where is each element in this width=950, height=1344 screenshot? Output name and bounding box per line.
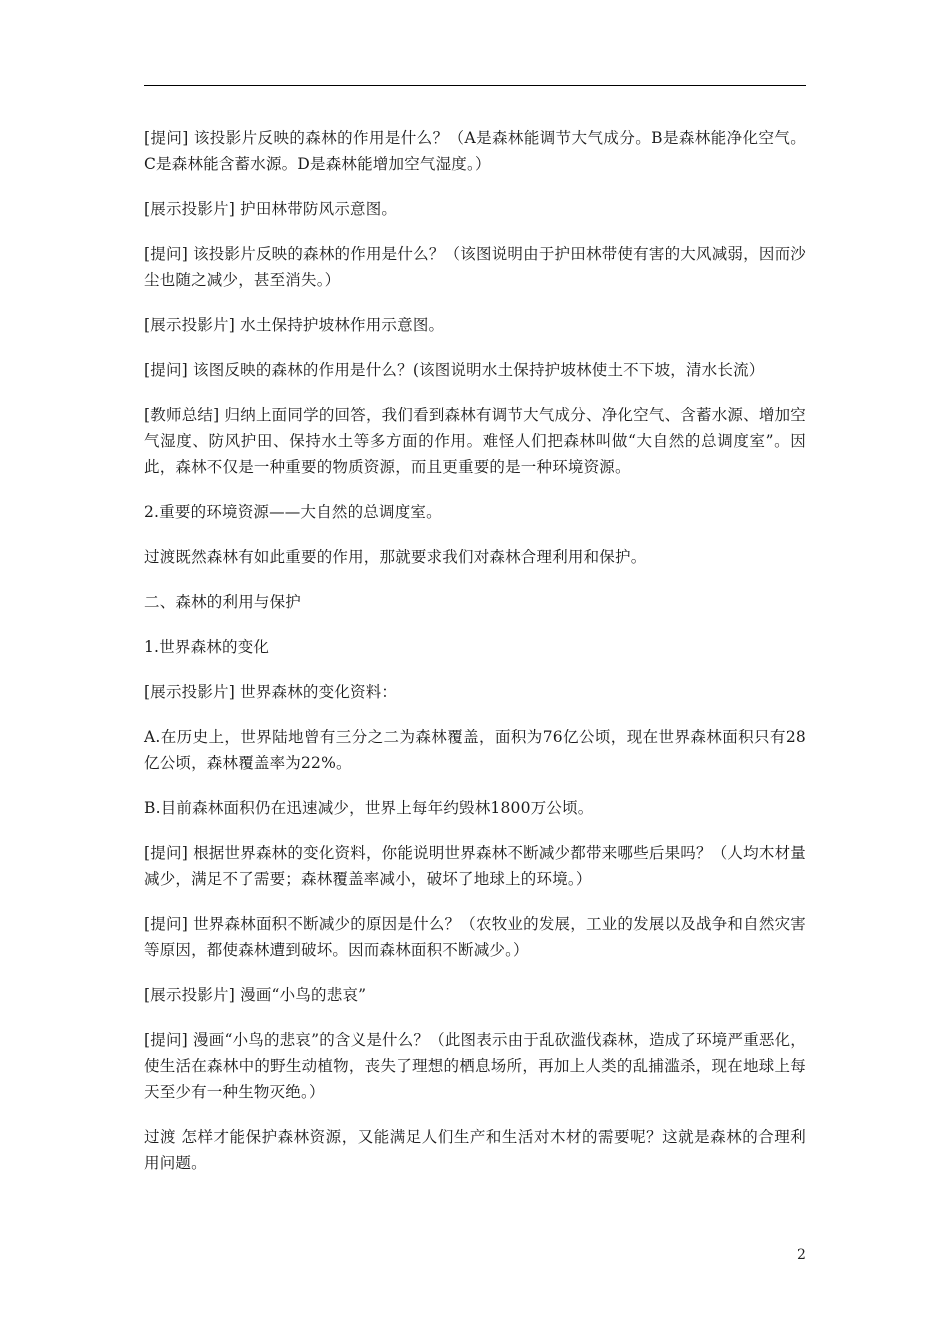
paragraph-slide-cartoon: [展示投影片] 漫画“小鸟的悲哀” (144, 986, 367, 1004)
paragraph-data-a: A.在历史上，世界陆地曾有三分之二为森林覆盖，面积为76亿公顷，现在世界森林面积只有28亿公顷，森林覆盖率为22%。 (144, 728, 806, 772)
section-heading-2: 二、森林的利用与保护 (144, 593, 302, 611)
paragraph-data-b: B.目前森林面积仍在迅速减少，世界上每年约毁林1800万公顷。 (144, 799, 594, 817)
paragraph-question-2: [提问] 该投影片反映的森林的作用是什么？（该图说明由于护田林带使有害的大风减弱，因而沙尘也随之减少，甚至消失。） (144, 245, 806, 289)
subsection-heading-1: 1.世界森林的变化 (144, 638, 270, 656)
paragraph-transition-1: 过渡既然森林有如此重要的作用，那就要求我们对森林合理利用和保护。 (144, 548, 647, 566)
page-number: 2 (797, 1247, 806, 1263)
paragraph-question-1: [提问] 该投影片反映的森林的作用是什么？（A是森林能调节大气成分。B是森林能净化空气。C是森林能含蓄水源。D是森林能增加空气湿度。） (144, 129, 806, 173)
paragraph-slide-slope-forest: [展示投影片] 水土保持护坡林作用示意图。 (144, 316, 445, 334)
header-rule (144, 85, 806, 86)
document-body (144, 125, 806, 1195)
paragraph-slide-windbreak: [展示投影片] 护田林带防风示意图。 (144, 200, 398, 218)
paragraph-question-3: [提问] 该图反映的森林的作用是什么？(该图说明水土保持护坡林使土不下坡，清水长流） (144, 361, 765, 379)
paragraph-question-5: [提问] 世界森林面积不断减少的原因是什么？（农牧业的发展，工业的发展以及战争和自然灾害等原因，都使森林遭到破坏。因而森林面积不断减少。） (144, 915, 806, 959)
paragraph-teacher-summary: [教师总结] 归纳上面同学的回答，我们看到森林有调节大气成分、净化空气、含蓄水源、增加空气湿度、防风护田、保持水土等多方面的作用。难怪人们把森林叫做“大自然的总调度室”。因此，森林不仅是一种重要的物质资源，而且更重要的是一种环境资源。 (144, 406, 806, 476)
paragraph-question-4: [提问] 根据世界森林的变化资料，你能说明世界森林不断减少都带来哪些后果吗？（人均木材量减少，满足不了需要；森林覆盖率减小，破坏了地球上的环境。） (144, 844, 806, 888)
paragraph-slide-forest-data: [展示投影片] 世界森林的变化资料： (144, 683, 398, 701)
paragraph-point-2: 2.重要的环境资源——大自然的总调度室。 (144, 503, 442, 521)
paragraph-question-6: [提问] 漫画“小鸟的悲哀”的含义是什么？（此图表示由于乱砍滥伐森林，造成了环境严重恶化，使生活在森林中的野生动植物，丧失了理想的栖息场所，再加上人类的乱捕滥杀，现在地球上每天至少有一种生物灭绝。） (144, 1031, 806, 1101)
paragraph-transition-2: 过渡 怎样才能保护森林资源，又能满足人们生产和生活对木材的需要呢？这就是森林的合理利用问题。 (144, 1128, 806, 1172)
